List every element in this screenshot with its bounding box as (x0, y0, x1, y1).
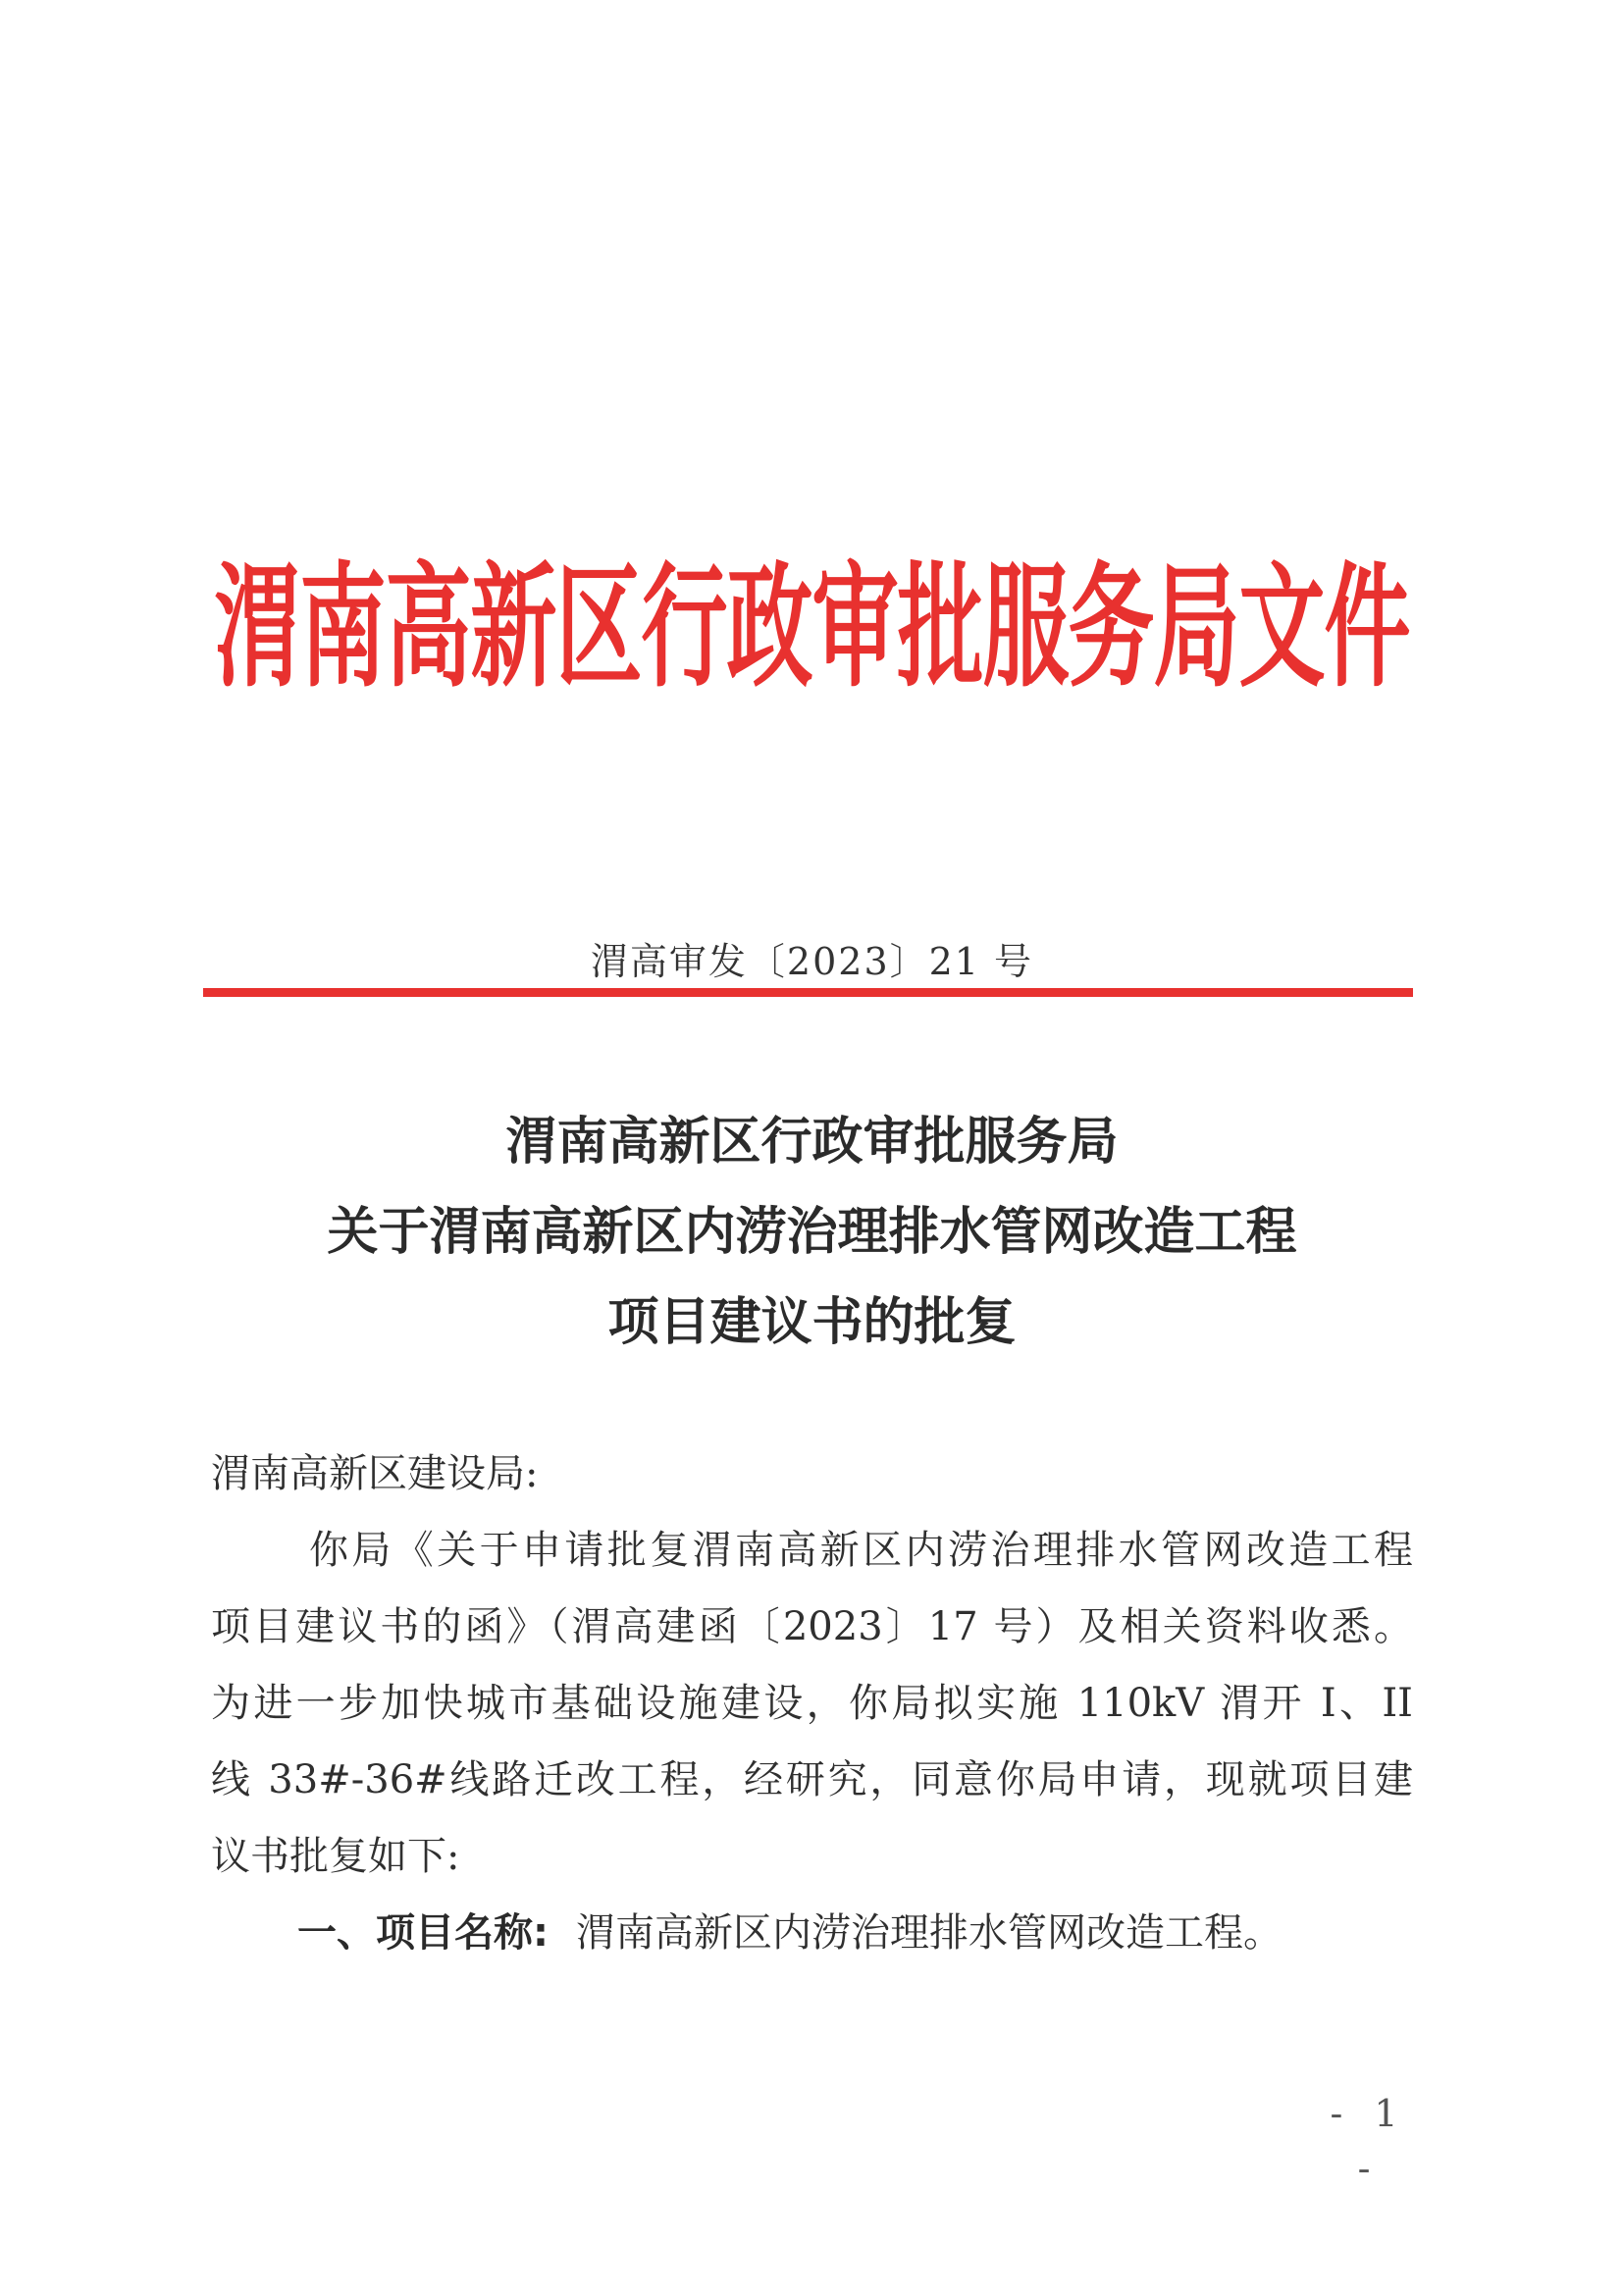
title-line-2: 关于渭南高新区内涝治理排水管网改造工程 (327, 1202, 1297, 1262)
document-body (211, 1435, 1413, 1971)
page-number: - 1 - (1330, 2092, 1408, 2190)
item-project-name (211, 1895, 1413, 1971)
red-divider-line (203, 988, 1413, 997)
body-line-1: 你局《关于申请批复渭南高新区内涝治理排水管网改造工程 (309, 1528, 1413, 1573)
item-label: 一、项目名称: (297, 1910, 549, 1956)
masthead-title: 渭南高新区行政审批服务局文件 (214, 548, 1410, 706)
body-line-3: 为进一步加快城市基础设施建设，你局拟实施 110kV 渭开 I、II (211, 1681, 1413, 1726)
body-line-4: 线 33#-36#线路迁改工程，经研究，同意你局申请，现就项目建 (211, 1757, 1413, 1802)
item-text: 渭南高新区内涝治理排水管网改造工程。 (576, 1910, 1283, 1956)
title-line-3: 项目建议书的批复 (607, 1292, 1017, 1352)
salutation: 渭南高新区建设局: (211, 1451, 539, 1496)
title-line-1: 渭南高新区行政审批服务局 (505, 1112, 1119, 1172)
document-number: 渭高审发〔2023〕21 号 (590, 940, 1034, 983)
document-title (211, 1097, 1413, 1368)
body-line-5: 议书批复如下: (211, 1834, 460, 1879)
body-line-2: 项目建议书的函》（渭高建函〔2023〕17 号）及相关资料收悉。 (211, 1604, 1413, 1649)
